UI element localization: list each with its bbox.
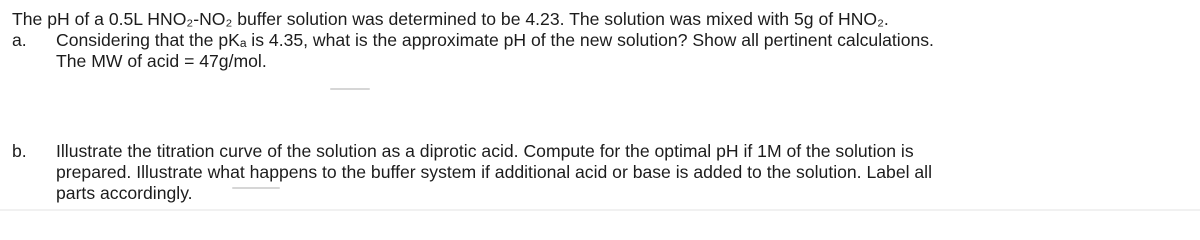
part-b-line-3: parts accordingly. <box>56 183 193 203</box>
part-a-line-1: Considering that the pKₐ is 4.35, what is the approximate pH of the new solution? Show all pertinent calculations. <box>56 30 934 50</box>
page-edge <box>0 209 1200 211</box>
part-b-text <box>56 141 932 204</box>
part-b-line-1: Illustrate the titration curve of the solution as a diprotic acid. Compute for the optimal pH if 1M of the solution is <box>56 141 914 161</box>
scan-smudge <box>232 187 280 189</box>
problem-statement: The pH of a 0.5L HNO₂-NO₂ buffer solution was determined to be 4.23. The solution was mixed with 5g of HNO₂. <box>12 9 889 29</box>
part-b-line-2: prepared. Illustrate what happens to the buffer system if additional acid or base is added to the solution. Label all <box>56 162 933 182</box>
scan-smudge <box>330 88 370 90</box>
part-a-marker: a. <box>12 30 27 50</box>
part-a-text <box>56 30 934 72</box>
part-a-line-2: The MW of acid = 47g/mol. <box>56 51 267 71</box>
part-b-marker: b. <box>12 141 27 161</box>
